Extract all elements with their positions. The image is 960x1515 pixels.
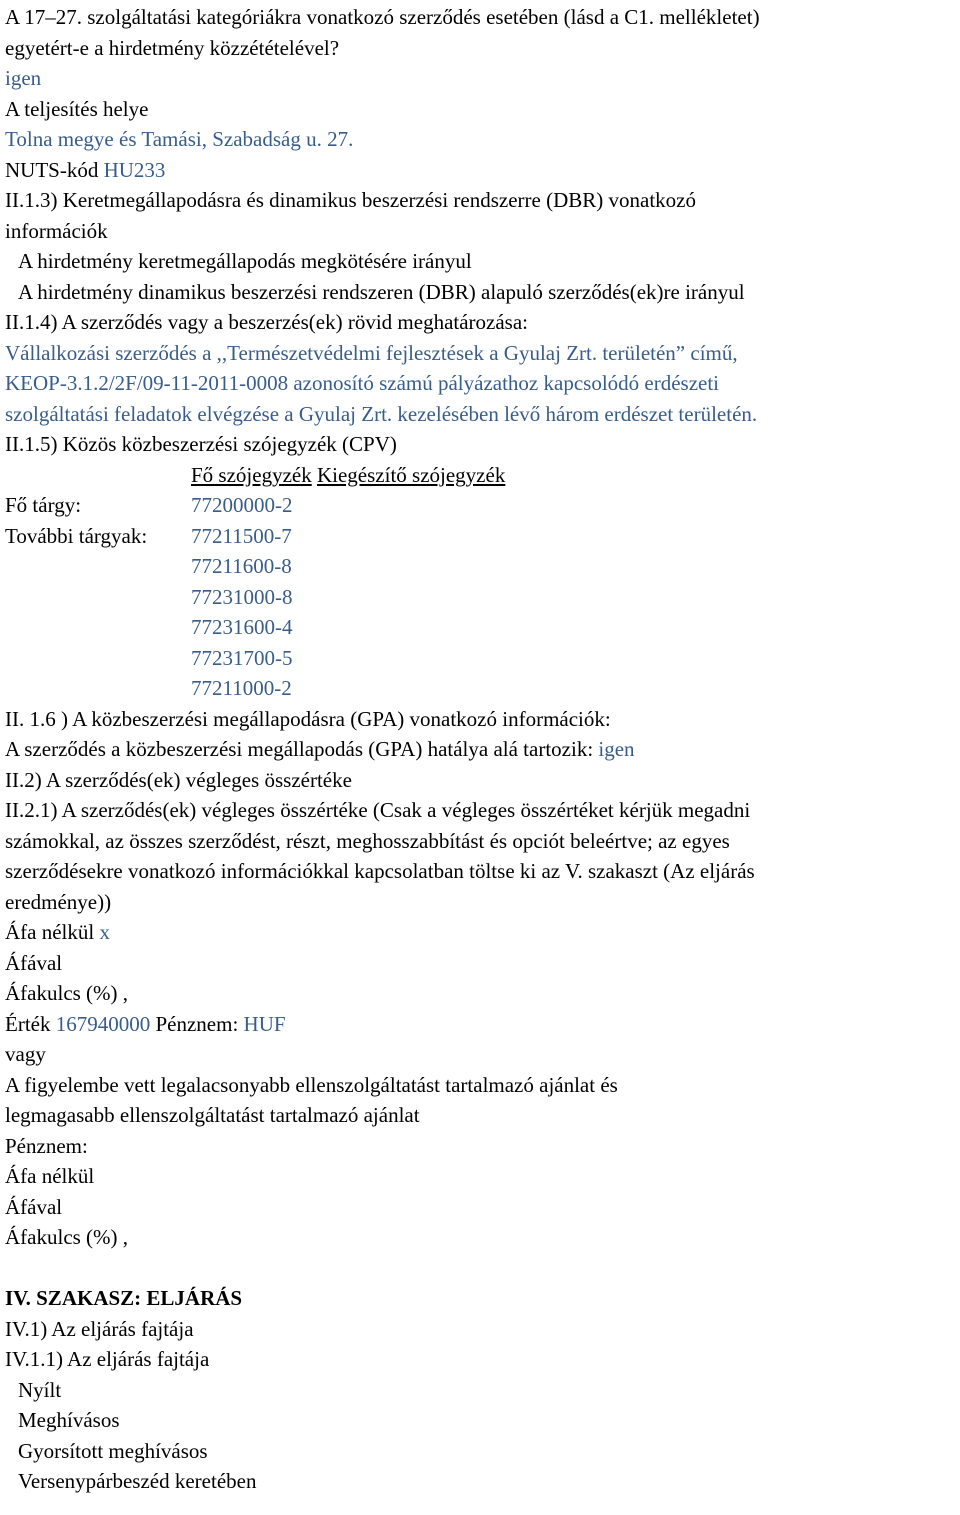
text-line: Áfával [5, 950, 63, 975]
section-heading: II.1.5) Közös közbeszerzési szójegyzék (CPV) [5, 432, 397, 456]
cpv-code: 77231700-5 [191, 645, 293, 670]
cpv-header-main: Fő szójegyzék [191, 462, 312, 487]
text-line: vagy [5, 1042, 46, 1066]
cpv-code: 77231000-8 [191, 584, 293, 609]
text-line: A teljesítés helye [5, 96, 149, 121]
section-heading: II. 1.6 ) A közbeszerzési megállapodásra (GPA) vonatkozó információk: [5, 706, 611, 731]
nuts-value: HU233 [103, 157, 166, 182]
procedure-option: Meghívásos [18, 1408, 120, 1432]
spacer [5, 1253, 960, 1284]
cpv-code: 77231600-4 [191, 615, 293, 639]
cpv-code: 77211000-2 [191, 676, 292, 700]
value-label: Érték [5, 1011, 51, 1036]
text-line: Áfa nélkül [5, 1164, 95, 1188]
procedure-option: Nyílt [18, 1377, 62, 1402]
text-line: Áfával [5, 1194, 63, 1219]
description-value: KEOP-3.1.2/2F/09-11-2011-0008 azonosító számú pályázathoz kapcsolódó erdészeti [5, 371, 720, 395]
option-item: A hirdetmény dinamikus beszerzési rendszeren (DBR) alapuló szerződés(ek)re irányul [18, 279, 745, 304]
cpv-more-row [5, 673, 960, 704]
section-heading: IV.1.1) Az eljárás fajtája [5, 1347, 210, 1371]
cpv-more-row [5, 612, 960, 643]
cpv-code: 77211600-8 [191, 554, 292, 578]
gpa-text: A szerződés a közbeszerzési megállapodás (GPA) hatálya alá tartozik: [5, 737, 594, 761]
text-line: egyetért-e a hirdetmény közzétételével? [5, 35, 340, 60]
currency-label: Pénznem: [155, 1011, 239, 1036]
cpv-main-row [5, 490, 960, 521]
text-line: számokkal, az összes szerződést, részt, meghosszabbítást és opciót beleértve; az egyes [5, 828, 730, 853]
section-title: IV. SZAKASZ: ELJÁRÁS [5, 1286, 243, 1310]
text-line: Áfakulcs (%) , [5, 981, 129, 1005]
cpv-more-row [5, 521, 960, 552]
value-line [5, 1009, 960, 1040]
text-line: Áfakulcs (%) , [5, 1225, 129, 1249]
option-item: A hirdetmény keretmegállapodás megkötésére irányul [18, 249, 472, 273]
cpv-code: 77211500-7 [191, 523, 292, 548]
cpv-more-row [5, 643, 960, 674]
section-heading: II.1.4) A szerződés vagy a beszerzés(ek) rövid meghatározása: [5, 310, 529, 334]
vat-excluded-label: Áfa nélkül [5, 920, 95, 944]
text-line: A 17–27. szolgáltatási kategóriákra vonatkozó szerződés esetében (lásd a C1. mellékletet) [5, 5, 760, 29]
text-line: információk [5, 218, 108, 243]
answer-value: igen [5, 66, 42, 90]
nuts-label: NUTS-kód [5, 157, 99, 182]
nuts-line [5, 155, 960, 186]
cpv-more-row [5, 551, 960, 582]
description-value: szolgáltatási feladatok elvégzése a Gyulaj Zrt. kezelésében lévő három erdészet területén. [5, 401, 758, 426]
text-line: legmagasabb ellenszolgáltatást tartalmazó ajánlat [5, 1103, 420, 1127]
gpa-line [5, 734, 960, 765]
cpv-more-label: További tárgyak: [5, 523, 148, 548]
cpv-header-extra: Kiegészítő szójegyzék [316, 462, 506, 487]
section-heading: II.2) A szerződés(ek) végleges összértéke [5, 767, 352, 792]
place-value: Tolna megye és Tamási, Szabadság u. 27. [5, 127, 354, 151]
value-amount: 167940000 [55, 1011, 151, 1036]
section-heading: IV.1) Az eljárás fajtája [5, 1316, 194, 1341]
text-line: A figyelembe vett legalacsonyabb ellenszolgáltatást tartalmazó ajánlat és [5, 1072, 618, 1097]
text-line: szerződésekre vonatkozó információkkal kapcsolatban töltse ki az V. szakaszt (Az eljárás [5, 859, 755, 883]
description-value: Vállalkozási szerződés a ,,Természetvédelmi fejlesztések a Gyulaj Zrt. területén” című, [5, 340, 738, 365]
procedure-option: Gyorsított meghívásos [18, 1438, 208, 1463]
procedure-option: Versenypárbeszéd keretében [18, 1469, 257, 1493]
cpv-code: 77200000-2 [191, 493, 293, 517]
vat-excluded-mark: x [99, 920, 110, 944]
section-heading: II.1.3) Keretmegállapodásra és dinamikus beszerzési rendszerre (DBR) vonatkozó [5, 188, 696, 212]
vat-excluded-line [5, 917, 960, 948]
text-line: eredménye)) [5, 889, 112, 914]
currency-value: HUF [243, 1011, 286, 1036]
text-line: Pénznem: [5, 1133, 88, 1158]
cpv-header [5, 460, 960, 491]
gpa-value: igen [598, 737, 635, 761]
section-heading: II.2.1) A szerződés(ek) végleges összértéke (Csak a végleges összértéket kérjük megadni [5, 798, 751, 822]
cpv-main-label: Fő tárgy: [5, 493, 82, 517]
cpv-more-row [5, 582, 960, 613]
